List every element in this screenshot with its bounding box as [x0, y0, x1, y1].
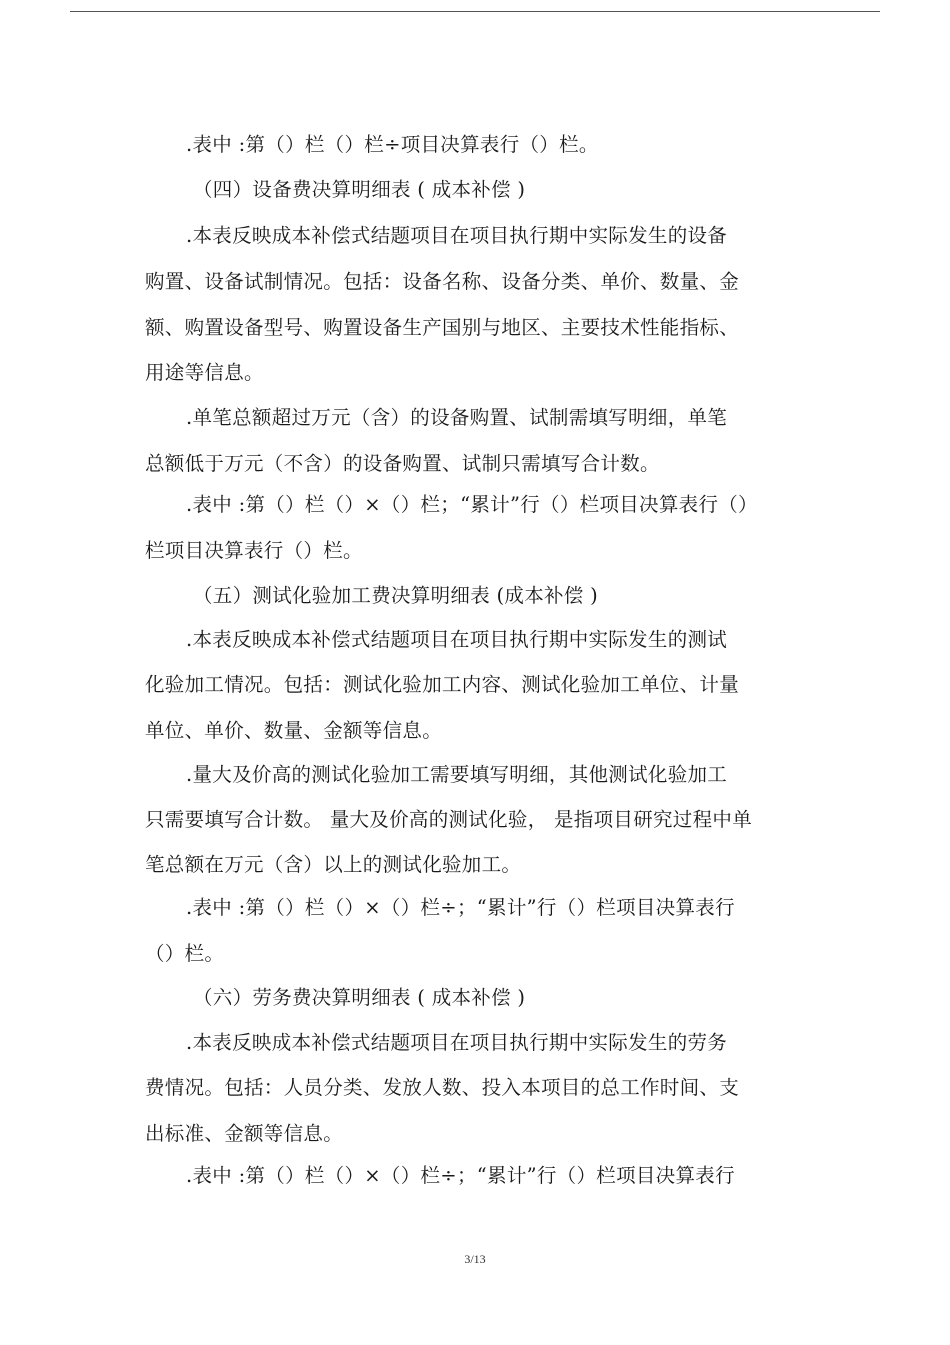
paragraph-line: 费情况。包括：人员分类、发放人数、投入本项目的总工作时间、支 [145, 1076, 740, 1099]
paragraph-line: 栏项目决算表行（）栏。 [145, 539, 363, 562]
section-heading: （四）设备费决算明细表 ( 成本补偿 ) [193, 178, 526, 201]
paragraph-line: 总额低于万元（不含）的设备购置、试制只需填写合计数。 [145, 452, 660, 475]
paragraph-line: .表中 :第（）栏（）×（）栏；“累计”行（）栏项目决算表行（） [186, 493, 758, 516]
paragraph-line: 化验加工情况。包括：测试化验加工内容、测试化验加工单位、计量 [145, 673, 740, 696]
paragraph-line: .表中 :第（）栏（）栏÷项目决算表行（）栏。 [186, 133, 599, 156]
paragraph-line: .表中 :第（）栏（）×（）栏÷；“累计”行（）栏项目决算表行 [186, 1164, 735, 1187]
paragraph-line: 笔总额在万元（含）以上的测试化验加工。 [145, 853, 522, 876]
paragraph-line: .本表反映成本补偿式结题项目在项目执行期中实际发生的测试 [186, 628, 728, 651]
paragraph-line: 购置、设备试制情况。包括：设备名称、设备分类、单价、数量、金 [145, 270, 740, 293]
paragraph-line: （）栏。 [145, 942, 225, 965]
paragraph-line: 额、购置设备型号、购置设备生产国别与地区、主要技术性能指标、 [145, 316, 740, 339]
paragraph-line: 出标准、金额等信息。 [145, 1122, 344, 1145]
paragraph-line: .本表反映成本补偿式结题项目在项目执行期中实际发生的设备 [186, 224, 728, 247]
paragraph-line: .本表反映成本补偿式结题项目在项目执行期中实际发生的劳务 [186, 1031, 728, 1054]
paragraph-line: 单位、单价、数量、金额等信息。 [145, 719, 443, 742]
paragraph-line: 用途等信息。 [145, 361, 264, 384]
section-heading: （六）劳务费决算明细表 ( 成本补偿 ) [193, 986, 526, 1009]
page-number: 3/13 [464, 1252, 486, 1266]
section-heading: （五）测试化验加工费决算明细表 (成本补偿 ) [193, 584, 599, 607]
paragraph-line: .量大及价高的测试化验加工需要填写明细，其他测试化验加工 [186, 763, 728, 786]
paragraph-line: .表中 :第（）栏（）×（）栏÷；“累计”行（）栏项目决算表行 [186, 896, 735, 919]
paragraph-line: 只需要填写合计数。 量大及价高的测试化验， 是指项目研究过程中单 [145, 808, 752, 831]
paragraph-line: .单笔总额超过万元（含）的设备购置、试制需填写明细，单笔 [186, 406, 728, 429]
